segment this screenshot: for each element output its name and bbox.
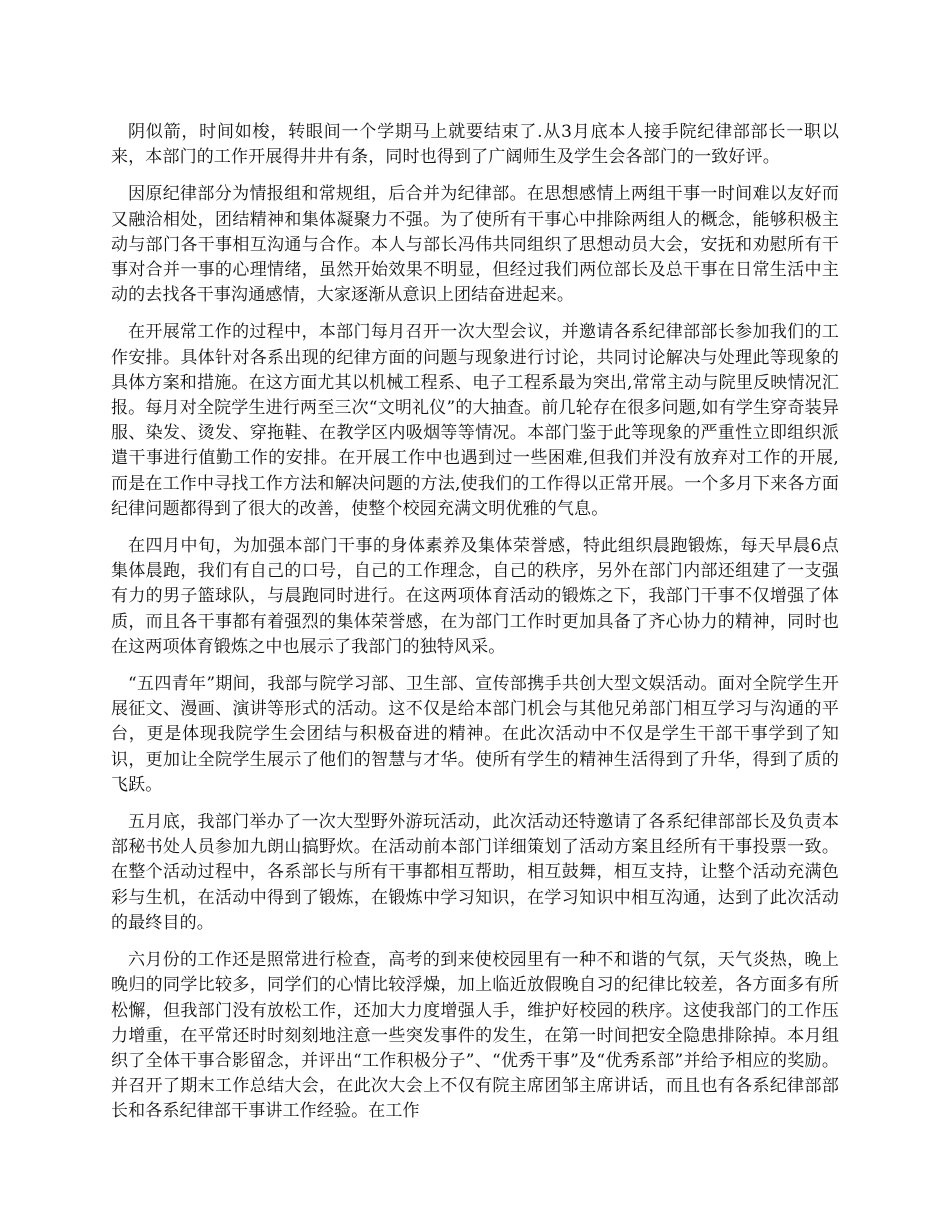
- document-body: [111, 120, 839, 1137]
- paragraph-may-outing: 五月底，我部门举办了一次大型野外游玩活动，此次活动还特邀请了各系纪律部部长及负责本部秘书处人员参加九朗山搞野炊。在活动前本部门详细策划了活动方案且经所有干事投票一致。在整个活动过程中，各系部长与所有干事都相互帮助，相互鼓舞，相互支持，让整个活动充满色彩与生机，在活动中得到了锻炼，在锻炼中学习知识，在学习知识中相互沟通，达到了此次活动的最终目的。: [111, 812, 839, 933]
- paragraph-routine-work: 在开展常工作的过程中，本部门每月召开一次大型会议，并邀请各系纪律部部长参加我们的工作安排。具体针对各系出现的纪律方面的问题与现象进行讨论，共同讨论解决与处理此等现象的具体方案和措施。在这方面尤其以机械工程系、电子工程系最为突出,常常主动与院里反映情况汇报。每月对全院学生进行两至三次“文明礼仪”的大抽查。前几轮存在很多问题,如有学生穿奇装异服、染发、烫发、穿拖鞋、在教学区内吸烟等等情况。本部门鉴于此等现象的严重性立即组织派遣干事进行值勤工作的安排。在开展工作中也遇到过一些困难,但我们并没有放弃对工作的开展,而是在工作中寻找工作方法和解决问题的方法,使我们的工作得以正常开展。一个多月下来各方面纪律问题都得到了很大的改善，使整个校园充满文明优雅的气息。: [111, 322, 839, 519]
- paragraph-june-work: 六月份的工作还是照常进行检查，高考的到来使校园里有一种不和谐的气氛，天气炎热，晚上晚归的同学比较多，同学们的心情比较浮燥，加上临近放假晚自习的纪律比较差，各方面多有所松懈，但我部门没有放松工作，还加大力度增强人手，维护好校园的秩序。这使我部门的工作压力增重，在平常还时时刻刻地注意一些突发事件的发生，在第一时间把安全隐患排除掉。本月组织了全体干事合影留念，并评出“工作积极分子”、“优秀干事”及“优秀系部”并给予相应的奖励。并召开了期末工作总结大会，在此次大会上不仅有院主席团邹主席讲话，而且也有各系纪律部部长和各系纪律部干事讲工作经验。在工作: [111, 950, 839, 1122]
- paragraph-intro: 阴似箭，时间如梭，转眼间一个学期马上就要结束了.从3月底本人接手院纪律部部长一职以来，本部门的工作开展得井井有条，同时也得到了广阔师生及学生会各部门的一致好评。: [111, 122, 839, 168]
- paragraph-merger: 因原纪律部分为情报组和常规组，后合并为纪律部。在思想感情上两组干事一时间难以友好而又融洽相处，团结精神和集体凝聚力不强。为了使所有干事心中排除两组人的概念，能够积极主动与部门各干事相互沟通与合作。本人与部长冯伟共同组织了思想动员大会，安抚和劝慰所有干事对合并一事的心理情绪，虽然开始效果不明显，但经过我们两位部长及总干事在日常生活中主动的去找各干事沟通感情，大家逐渐从意识上团结奋进起来。: [111, 184, 839, 306]
- paragraph-april-training: 在四月中旬，为加强本部门干事的身体素养及集体荣誉感，特此组织晨跑锻炼，每天早晨6点集体晨跑，我们有自己的口号，自己的工作理念，自己的秩序，另外在部门内部还组建了一支强有力的男子篮球队，与晨跑同时进行。在这两项体育活动的锻炼之下，我部门干事不仅增强了体质，而且各干事都有着强烈的集体荣誉感，在为部门工作时更加具备了齐心协力的精神，同时也在这两项体育锻炼之中也展示了我部门的独特风采。: [111, 536, 839, 657]
- paragraph-may-fourth: “五四青年”期间，我部与院学习部、卫生部、宣传部携手共创大型文娱活动。面对全院学生开展征文、漫画、演讲等形式的活动。这不仅是给本部门机会与其他兄弟部门相互学习与沟通的平台，更是体现我院学生会团结与积极奋进的精神。在此次活动中不仅是学生干部干事学到了知识，更加让全院学生展示了他们的智慧与才华。使所有学生的精神生活得到了升华，得到了质的飞跃。: [111, 674, 839, 795]
